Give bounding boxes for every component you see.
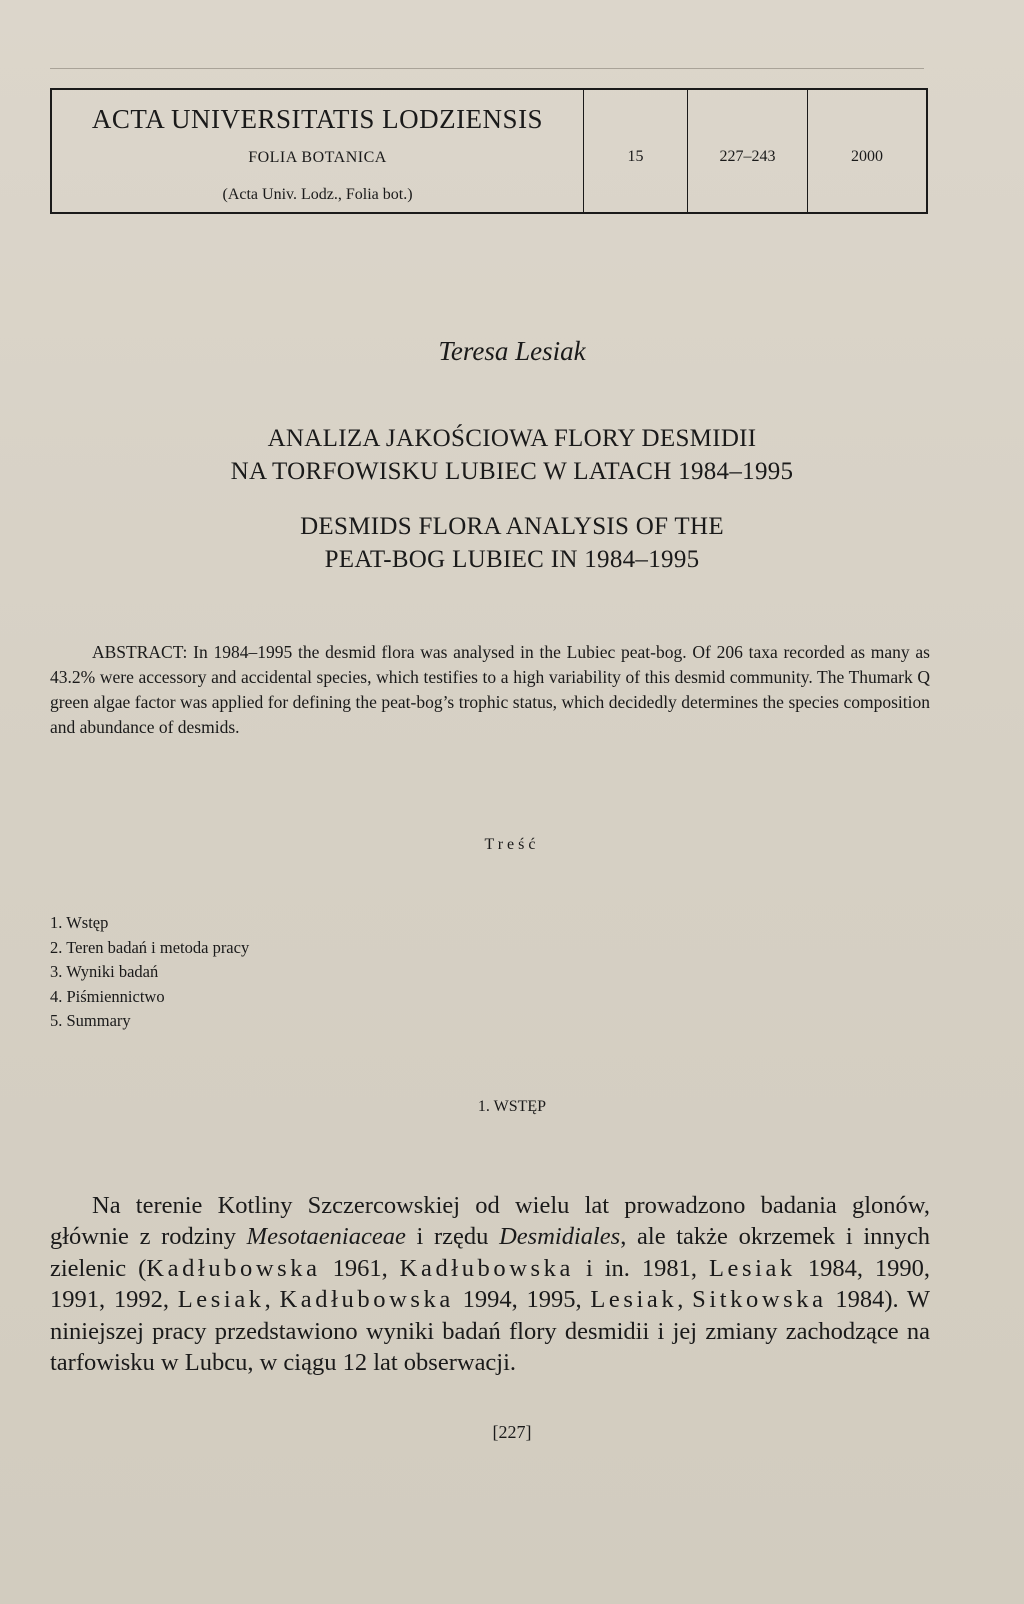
body-paragraph — [50, 1190, 930, 1380]
journal-cell — [52, 90, 584, 212]
body-text-segment: i in. 1981, — [574, 1254, 709, 1282]
title-english — [0, 510, 1024, 576]
running-head-rule — [50, 68, 924, 69]
page-range: 227–243 — [719, 148, 776, 165]
cited-author: Lesiak — [177, 1286, 265, 1314]
toc-heading: Treść — [484, 836, 540, 853]
taxon-name: Desmidiales — [499, 1223, 621, 1251]
cited-author: Kadłubowska — [399, 1254, 574, 1282]
volume-number: 15 — [627, 148, 644, 165]
page-number: [227] — [492, 1422, 532, 1442]
section-heading: 1. WSTĘP — [477, 1098, 547, 1115]
body-text-segment: Na terenie Kotliny Szczercowskiej od wielu lat prowadzono badania glonów, głównie z rodziny — [50, 1191, 930, 1251]
body-text-segment: i rzędu — [405, 1223, 500, 1251]
title-polish-line: ANALIZA JAKOŚCIOWA FLORY DESMIDII — [267, 425, 757, 452]
title-english-line: DESMIDS FLORA ANALYSIS OF THE — [300, 513, 724, 540]
title-polish-line: NA TORFOWISKU LUBIEC W LATACH 1984–1995 — [230, 458, 794, 485]
journal-title: ACTA UNIVERSITATIS LODZIENSIS — [91, 104, 544, 134]
cited-author: Kadłubowska — [279, 1286, 454, 1314]
volume-cell — [584, 90, 688, 212]
body-text-segment: 1961, — [320, 1254, 400, 1282]
abstract: ABSTRACT: In 1984–1995 the desmid flora was analysed in the Lubiec peat-bog. Of 206 taxa recorded as many as 43.2% were accessory and accidental species, which testifies to a high variability of this desmid community. The Thumark Q green algae factor was applied for defining the peat-bog’s trophic status, which decidedly determines the species composition and abundance of desmids. — [50, 642, 930, 737]
title-polish — [0, 422, 1024, 488]
author-name: Teresa Lesiak — [438, 336, 586, 366]
cited-author: Lesiak — [708, 1254, 796, 1282]
body-text-segment: , — [677, 1286, 693, 1314]
body-text-segment: , — [264, 1286, 280, 1314]
table-of-contents — [50, 911, 249, 1034]
journal-abbreviation: (Acta Univ. Lodz., Folia bot.) — [222, 186, 413, 203]
cited-author: Sitkowska — [692, 1286, 827, 1314]
journal-header-box — [50, 88, 928, 214]
toc-item: 2. Teren badań i metoda pracy — [50, 937, 250, 957]
title-english-line: PEAT-BOG LUBIEC IN 1984–1995 — [324, 546, 700, 573]
taxon-name: Mesotaeniaceae — [246, 1223, 406, 1251]
journal-series: FOLIA BOTANICA — [248, 149, 387, 166]
cited-author: Lesiak — [590, 1286, 678, 1314]
body-text-segment: 1994, 1995, — [453, 1286, 591, 1314]
body-text-segment: , ale także okrzemek i innych zielenic ( — [50, 1223, 931, 1282]
toc-item: 3. Wyniki badań — [50, 962, 159, 981]
toc-item: 5. Summary — [50, 1011, 131, 1030]
body-text-segment: 1984). W niniejszej pracy przedstawiono wyniki badań flory desmidii i jej zmiany zachodzące na tarfowisku w Lubcu, w ciągu 12 lat obserwacji. — [50, 1286, 931, 1377]
toc-item: 4. Piśmiennictwo — [50, 986, 165, 1006]
body-text-segment: 1984, 1990, 1991, 1992, — [50, 1254, 931, 1314]
cited-author: Kadłubowska — [146, 1254, 321, 1282]
year-cell — [808, 90, 926, 212]
pages-cell — [688, 90, 808, 212]
publication-year: 2000 — [851, 148, 883, 165]
toc-item: 1. Wstęp — [50, 913, 109, 932]
